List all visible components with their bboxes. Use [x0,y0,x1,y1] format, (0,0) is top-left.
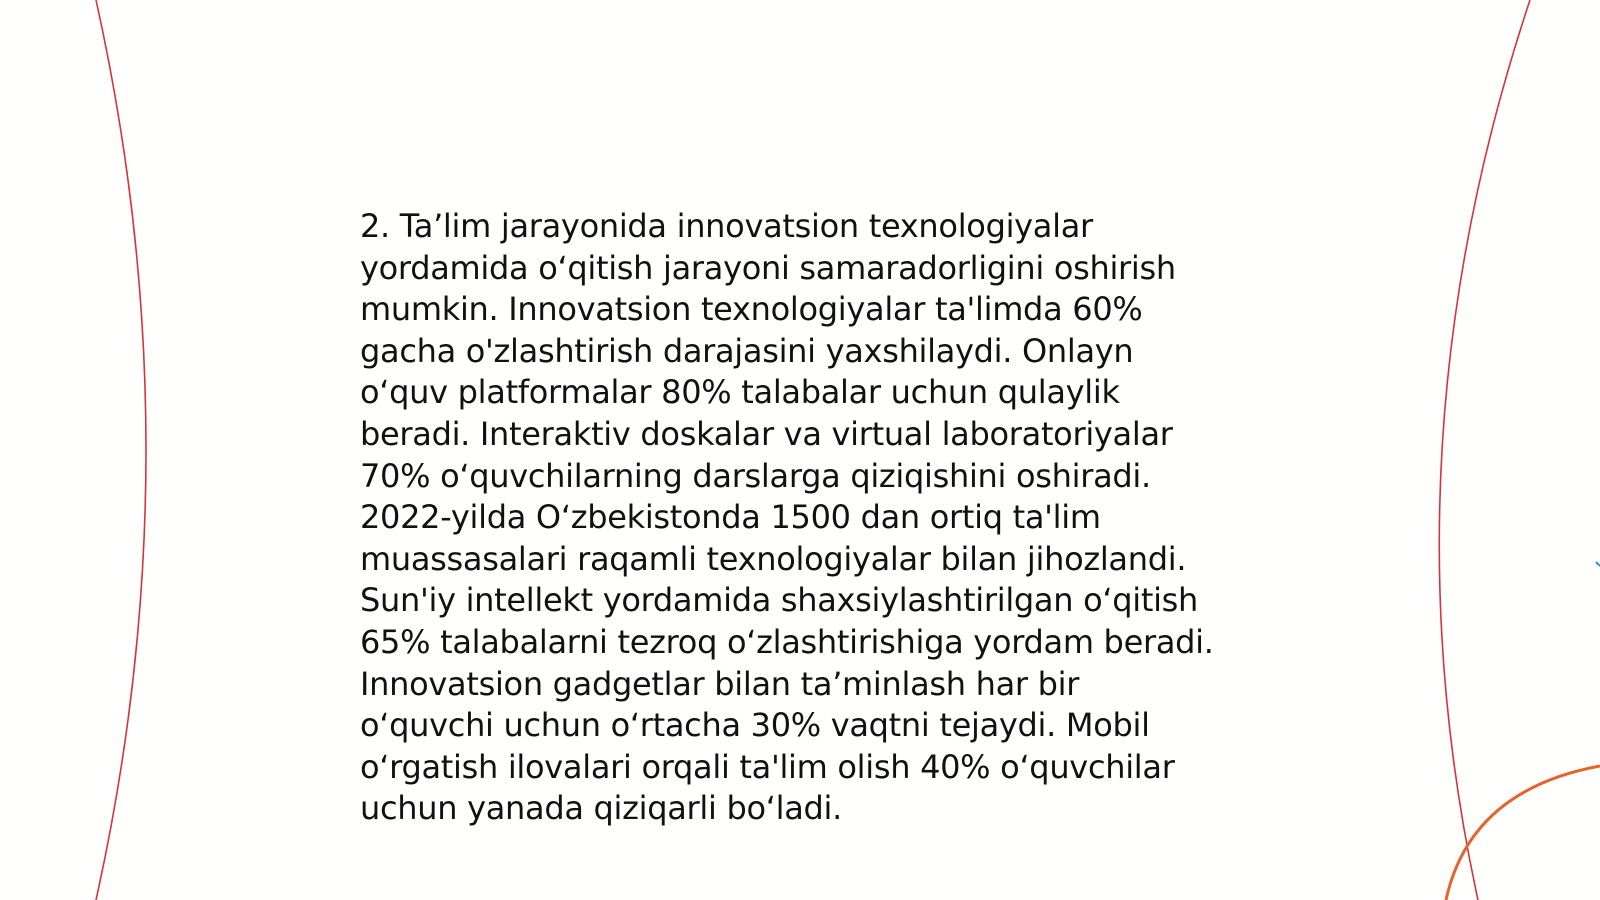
paragraph-line: Innovatsion gadgetlar bilan ta’minlash har bir [360,664,1080,703]
paragraph-line: uchun yanada qiziqarli boʻladi. [360,789,842,828]
paragraph-line: oʻrgatish ilovalari orqali ta'lim olish 40% oʻquvchilar [360,747,1175,786]
body-paragraph [360,206,1260,830]
paragraph-line: beradi. Interaktiv doskalar va virtual laboratoriyalar [360,414,1173,453]
paragraph-line: muassasalari raqamli texnologiyalar bilan jihozlandi. [360,539,1187,578]
paragraph-line: 2. Ta’lim jarayonida innovatsion texnologiyalar [360,207,1093,245]
paragraph-line: yordamida oʻqitish jarayoni samaradorligini oshirish [360,248,1176,287]
paragraph-line: Sun'iy intellekt yordamida shaxsiylashtirilgan oʻqitish [360,581,1199,620]
paragraph-line: oʻquvchi uchun oʻrtacha 30% vaqtni tejaydi. Mobil [360,706,1150,745]
corner-arc [1446,766,1600,900]
paragraph-line: 65% talabalarni tezroq oʻzlashtirishiga yordam beradi. [360,622,1214,661]
paragraph-line: mumkin. Innovatsion texnologiyalar ta'limda 60% [360,290,1143,329]
paragraph-line: oʻquv platformalar 80% talabalar uchun qulaylik [360,373,1120,412]
paragraph-line: 70% oʻquvchilarning darslarga qiziqishini oshiradi. [360,456,1151,495]
left-arc [96,0,146,900]
paragraph-line: gacha o'zlashtirish darajasini yaxshilaydi. Onlayn [360,331,1134,370]
paragraph-line: 2022-yilda Oʻzbekistonda 1500 dan ortiq ta'lim [360,498,1101,537]
tiny-mark [1596,562,1600,566]
right-arc [1439,0,1530,900]
